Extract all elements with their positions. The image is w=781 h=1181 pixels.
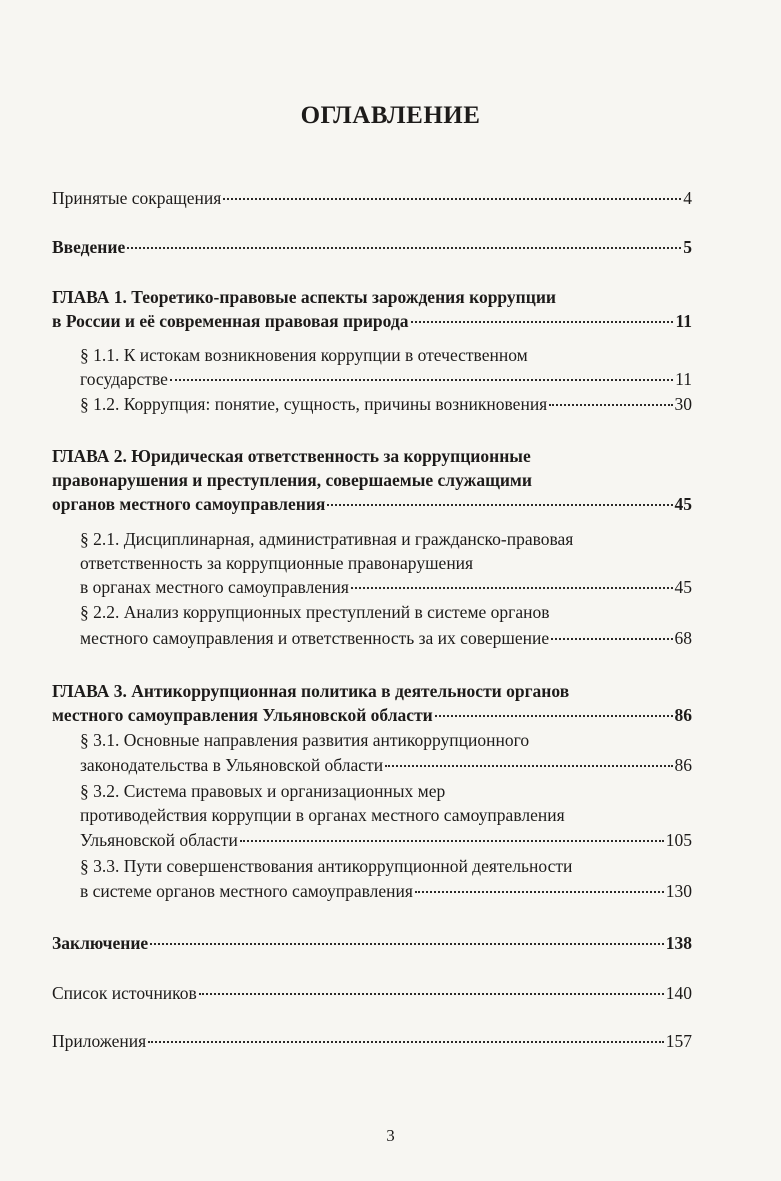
toc-section-2-2-line-1	[80, 600, 692, 624]
toc-entry-text: Принятые сокращения	[52, 188, 222, 208]
dot-leader	[411, 321, 674, 323]
toc-chapter-3-line-1	[52, 679, 692, 703]
toc-entry-text: государстве	[80, 369, 168, 389]
toc-page-number: 86	[674, 705, 692, 725]
toc-section-2-1-line-1	[80, 527, 692, 551]
toc-entry-text: в системе органов местного самоуправления	[80, 881, 413, 901]
toc-entry-text: правонарушения и преступления, совершаемые служащими	[52, 470, 532, 490]
toc-entry-text: законодательства в Ульяновской области	[80, 755, 384, 775]
toc-section-3-2-line-1	[80, 779, 692, 803]
toc-section-3-1-line-1	[80, 728, 692, 752]
dot-leader	[435, 715, 673, 717]
toc-entry-text: местного самоуправления и ответственность за их совершение	[80, 628, 550, 648]
dot-leader	[150, 943, 664, 945]
dot-leader	[240, 840, 664, 842]
dot-leader	[127, 247, 681, 249]
toc-entry-text: § 3.2. Система правовых и организационных мер	[80, 781, 446, 801]
toc-entry-abbreviations	[52, 186, 692, 210]
toc-page-number: 86	[674, 755, 692, 775]
toc-section-2-1-line-3	[80, 575, 692, 599]
dot-leader	[385, 765, 672, 767]
toc-chapter-1-line-2	[52, 309, 692, 333]
toc-page-number: 30	[674, 394, 692, 414]
toc-entry-text: ГЛАВА 3. Антикоррупционная политика в деятельности органов	[52, 681, 570, 701]
toc-section-3-2-line-2	[80, 803, 692, 827]
toc-section-1-1-line-1	[80, 343, 692, 367]
toc-section-3-3-line-1	[80, 854, 692, 878]
toc-entry-text: в органах местного самоуправления	[80, 577, 349, 597]
toc-chapter-2-line-1	[52, 444, 692, 468]
toc-section-1-1-line-2	[80, 367, 692, 391]
toc-entry-text: ответственность за коррупционные правонарушения	[80, 553, 474, 573]
toc-section-3-1-line-2	[80, 753, 692, 777]
toc-title: ОГЛАВЛЕНИЕ	[300, 102, 481, 129]
dot-leader	[415, 891, 664, 893]
dot-leader	[549, 404, 672, 406]
toc-section-1-2	[80, 392, 692, 416]
dot-leader	[170, 379, 673, 381]
toc-page-number: 105	[665, 830, 692, 850]
toc-page-number: 140	[665, 983, 692, 1003]
dot-leader	[551, 638, 672, 640]
toc-entry-text: в России и её современная правовая природа	[52, 311, 409, 331]
toc-chapter-2-line-3	[52, 492, 692, 516]
toc-page-number: 45	[674, 577, 692, 597]
toc-entry-text: Ульяновской области	[80, 830, 238, 850]
toc-page-number: 68	[674, 628, 692, 648]
toc-page-number: 11	[675, 369, 692, 389]
toc-entry-text: местного самоуправления Ульяновской области	[52, 705, 433, 725]
dot-leader	[223, 198, 681, 200]
dot-leader	[148, 1041, 664, 1043]
toc-page-number: 157	[665, 1031, 692, 1051]
toc-page-number: 11	[675, 311, 692, 331]
toc-entry-text: § 3.3. Пути совершенствования антикоррупционной деятельности	[80, 856, 573, 876]
toc-page-number: 138	[665, 933, 692, 953]
dot-leader	[327, 504, 672, 506]
toc-chapter-1-line-1	[52, 285, 692, 309]
toc-section-3-3-line-2	[80, 879, 692, 903]
toc-entry-text: противодействия коррупции в органах местного самоуправления	[80, 805, 565, 825]
toc-entry-introduction	[52, 235, 692, 259]
toc-entry-text: ГЛАВА 1. Теоретико-правовые аспекты зарождения коррупции	[52, 287, 557, 307]
toc-section-2-1-line-2	[80, 551, 692, 575]
toc-page-number: 45	[674, 494, 692, 514]
toc-entry-text: § 1.2. Коррупция: понятие, сущность, причины возникновения	[80, 394, 548, 414]
toc-page-number: 130	[665, 881, 692, 901]
toc-entry-text: § 2.1. Дисциплинарная, административная и гражданско-правовая	[80, 529, 574, 549]
toc-entry-text: § 3.1. Основные направления развития антикоррупционного	[80, 730, 530, 750]
toc-entry-text: Заключение	[52, 933, 149, 953]
toc-entry-text: Приложения	[52, 1031, 147, 1051]
toc-chapter-2-line-2	[52, 468, 692, 492]
toc-entry-text: Введение	[52, 237, 126, 257]
dot-leader	[351, 587, 673, 589]
toc-entry-text: ГЛАВА 2. Юридическая ответственность за коррупционные	[52, 446, 531, 466]
toc-entry-text: § 2.2. Анализ коррупционных преступлений в системе органов	[80, 602, 550, 622]
toc-entry-text: органов местного самоуправления	[52, 494, 326, 514]
toc-page-number: 4	[683, 188, 692, 208]
toc-page-number: 5	[683, 237, 692, 257]
toc-entry-sources	[52, 981, 692, 1005]
toc-entry-text: § 1.1. К истокам возникновения коррупции в отечественном	[80, 345, 528, 365]
toc-section-3-2-line-3	[80, 828, 692, 852]
page-number: 3	[386, 1126, 395, 1145]
toc-entry-text: Список источников	[52, 983, 197, 1003]
toc-section-2-2-line-2	[80, 626, 692, 650]
toc-chapter-3-line-2	[52, 703, 692, 727]
toc-entry-conclusion	[52, 931, 692, 955]
dot-leader	[199, 993, 664, 995]
toc-entry-appendices	[52, 1029, 692, 1053]
